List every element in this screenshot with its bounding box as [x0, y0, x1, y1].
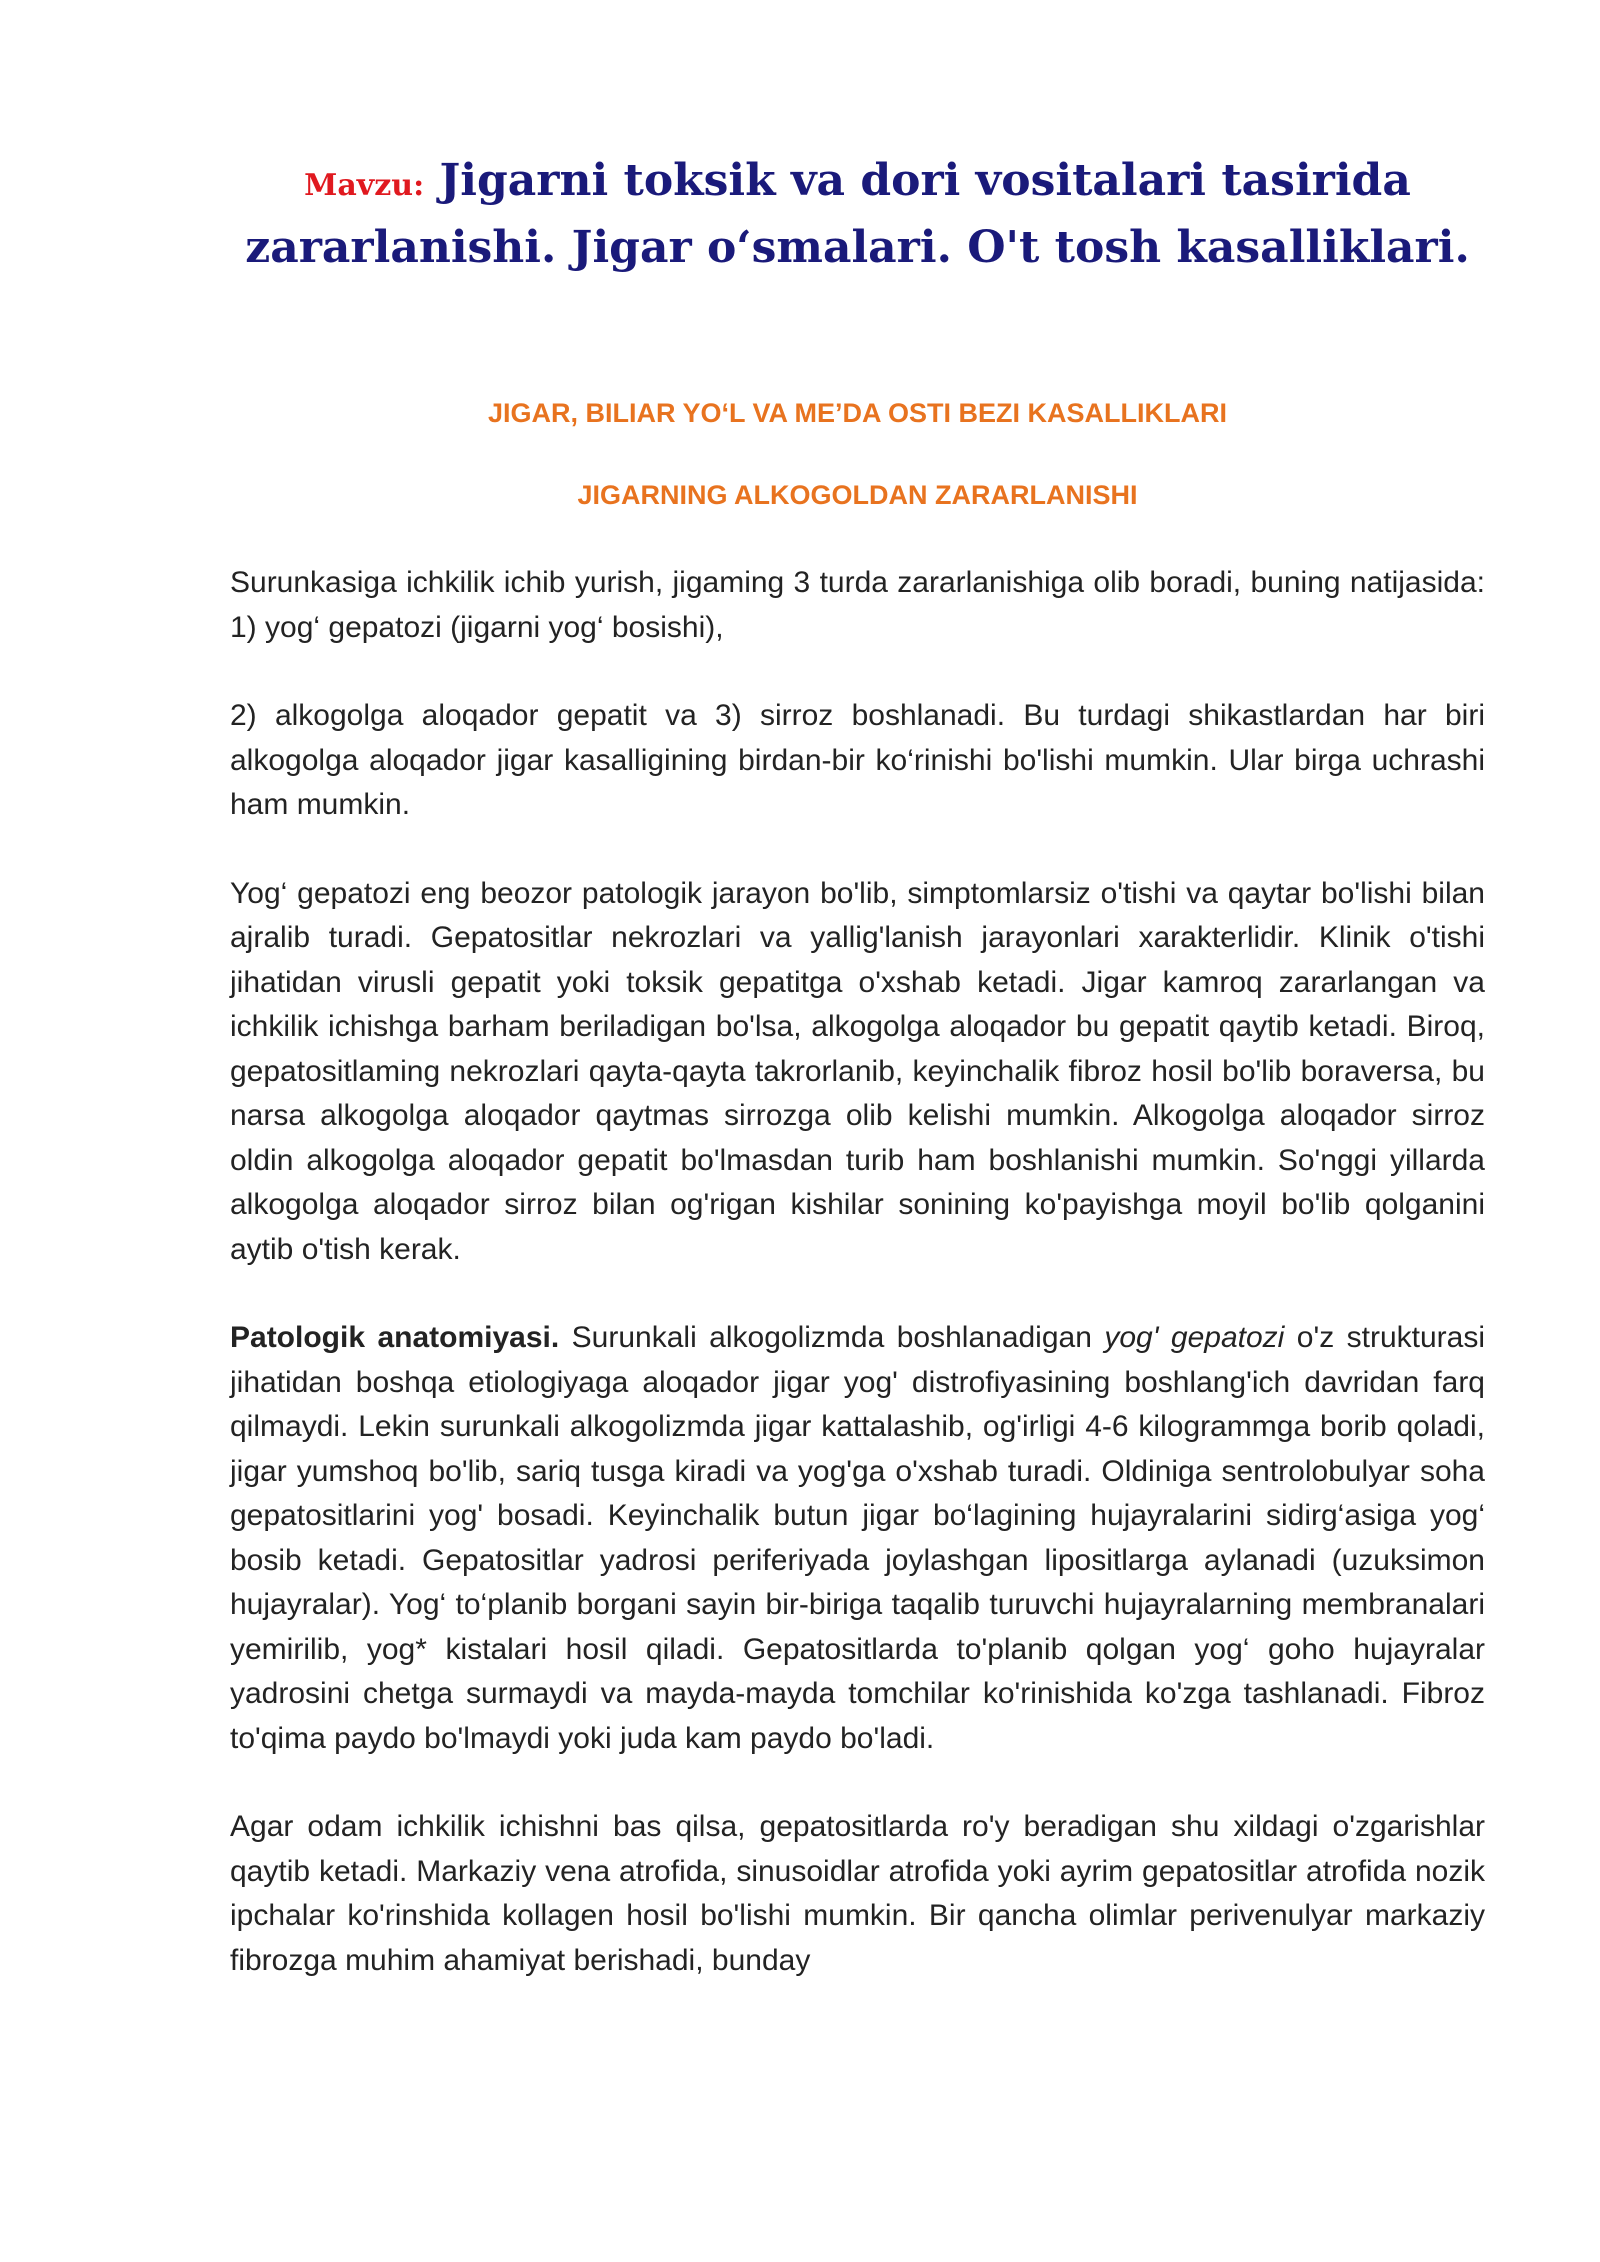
title-prefix: Mavzu:	[304, 168, 425, 203]
paragraph-1: Surunkasiga ichkilik ichib yurish, jigaming 3 turda zararlanishiga olib boradi, buning natijasida: 1) yog‘ gepatozi (jigarni yog‘ bosishi),	[230, 566, 1485, 644]
document-title	[230, 150, 1485, 279]
paragraph-4-italic-term: yog' gepatozi	[1104, 1321, 1285, 1354]
paragraph-4-text: o'z strukturasi jihatidan boshqa etiologiyaga aloqador jigar yog' distrofiyasining boshlang'ich davridan farq qilmaydi. Lekin surunkali alkogolizmda jigar kattalashib, og'irligi 4-6 kilogrammga borib qoladi, jigar yumshoq bo'lib, sariq tusga kiradi va yog'ga o'xshab turadi. Oldiniga sentrolobulyar soha gepatositlarini yog' bosadi. Keyinchalik butun jigar bo‘lagining hujayralarini sidirg‘asiga yog‘ bosib ketadi. Gepatositlar yadrosi periferiyada joylashgan lipositlarga aylanadi (uzuksimon hujayralar). Yog‘ to‘planib borgani sayin bir-biriga taqalib turuvchi hujayralarning membranalari yemirilib, yog* kistalari hosil qiladi. Gepatositlarda to'planib qolgan yog‘ goho hujayralar yadrosini chetga surmaydi va mayda-mayda tomchilar ko'rinishida ko'zga tashlanadi. Fibroz to'qima paydo bo'lmaydi yoki juda kam paydo bo'ladi.	[230, 1321, 1486, 1755]
title-line-1	[230, 150, 1485, 217]
paragraph-5: Agar odam ichkilik ichishni bas qilsa, gepatositlarda ro'y beradigan shu xildagi o'zgarishlar qaytib ketadi. Markaziy vena atrofida, sinusoidlar atrofida yoki ayrim gepatositlar atrofida nozik ipchalar ko'rinshida kollagen hosil bo'lishi mumkin. Bir qancha olimlar perivenulyar markaziy fibrozga muhim ahamiyat berishadi, bunday	[230, 1810, 1485, 1977]
title-text-line-1: Jigarni toksik va dori vositalari tasirida	[439, 155, 1411, 206]
paragraph-3: Yog‘ gepatozi eng beozor patologik jarayon bo'lib, simptomlarsiz o'tishi va qaytar bo'lishi bilan ajralib turadi. Gepatositlar nekrozlari va yallig'lanish jarayonlari xarakterlidir. Klinik o'tishi jihatidan virusli gepatit yoki toksik gepatitga o'xshab ketadi. Jigar kamroq zararlangan va ichkilik ichishga barham beriladigan bo'lsa, alkogolga aloqador bu gepatit qaytib ketadi. Biroq, gepatositlaming nekrozlari qayta-qayta takrorlanib, keyinchalik fibroz hosil bo'lib boraversa, bu narsa alkogolga aloqador qaytmas sirrozga olib kelishi mumkin. Alkogolga aloqador sirroz oldin alkogolga aloqador gepatit bo'lmasdan turib ham boshlanishi mumkin. So'nggi yillarda alkogolga aloqador sirroz bilan og'rigan kishilar sonining ko'payishga moyil bo'lib qolganini aytib o'tish kerak.	[230, 876, 1485, 1266]
document-page	[230, 150, 1485, 2027]
title-text-line-2: zararlanishi. Jigar o‘smalari. O't tosh kasalliklari.	[245, 222, 1470, 273]
section-heading-liver-diseases: JIGAR, BILIAR YO‘L VA ME’DA OSTI BEZI KASALLIKLARI	[487, 398, 1228, 428]
paragraph-2: 2) alkogolga aloqador gepatit va 3) sirroz boshlanadi. Bu turdagi shikastlardan har biri alkogolga aloqador jigar kasalligining birdan-bir ko‘rinishi bo'lishi mumkin. Ular birga uchrashi ham mumkin.	[230, 699, 1485, 821]
paragraph-4	[230, 1316, 1485, 1761]
section-heading-alcohol-damage: JIGARNING ALKOGOLDAN ZARARLANISHI	[577, 480, 1138, 510]
paragraph-4-lead: Surunkali alkogolizmda boshlanadigan	[559, 1321, 1105, 1354]
pathology-heading: Patologik anatomiyasi.	[230, 1321, 560, 1354]
